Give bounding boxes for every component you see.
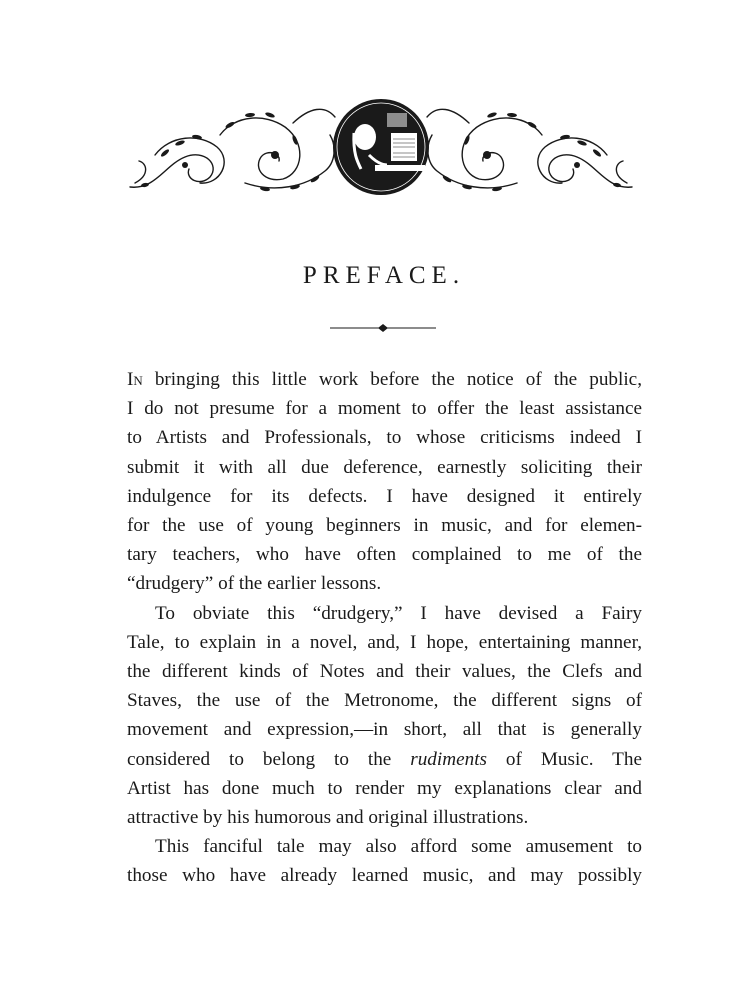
text-line: indulgence for its defects. I have designed it entirely — [127, 485, 642, 507]
text-line: In bringing this little work before the notice of the public, — [127, 369, 642, 390]
dropcap-word: In — [127, 369, 143, 390]
text-line: attractive by his humorous and original illustrations. — [127, 807, 529, 829]
text-line: I do not presume for a moment to offer the least assistance — [127, 398, 642, 420]
text-line: considered to belong to the rudiments of Music. The — [127, 748, 643, 770]
text-line: to Artists and Professionals, to whose criticisms indeed I — [127, 427, 642, 449]
text-line: “drudgery” of the earlier lessons. — [127, 573, 382, 595]
preface-body — [127, 365, 642, 891]
pianist-medallion — [333, 99, 429, 195]
text-line: Tale, to explain in a novel, and, I hope, entertaining manner, — [127, 631, 642, 653]
text-line: those who have already learned music, and may possibly — [127, 865, 642, 887]
title-divider — [330, 322, 436, 334]
paragraph — [127, 365, 642, 599]
text-line: This fanciful tale may also afford some amusement to — [155, 836, 642, 858]
text-line: tary teachers, who have often complained to me of the — [127, 544, 642, 566]
text-line: the different kinds of Notes and their values, the Clefs and — [127, 661, 642, 683]
text-line: To obviate this “drudgery,” I have devised a Fairy — [155, 602, 642, 624]
paragraph — [127, 599, 642, 833]
italic-word: rudiments — [410, 748, 487, 770]
text-line: for the use of young beginners in music, and for elemen- — [127, 515, 642, 537]
text-line: movement and expression,—in short, all that is generally — [127, 719, 642, 741]
text-line: Staves, the use of the Metronome, the different signs of — [127, 690, 642, 712]
paragraph — [127, 832, 642, 890]
ornamental-headpiece — [125, 95, 637, 205]
text-line: Artist has done much to render my explanations clear and — [127, 777, 642, 799]
text-line: submit it with all due deference, earnestly soliciting their — [127, 456, 642, 478]
page-title: PREFACE. — [302, 262, 466, 289]
